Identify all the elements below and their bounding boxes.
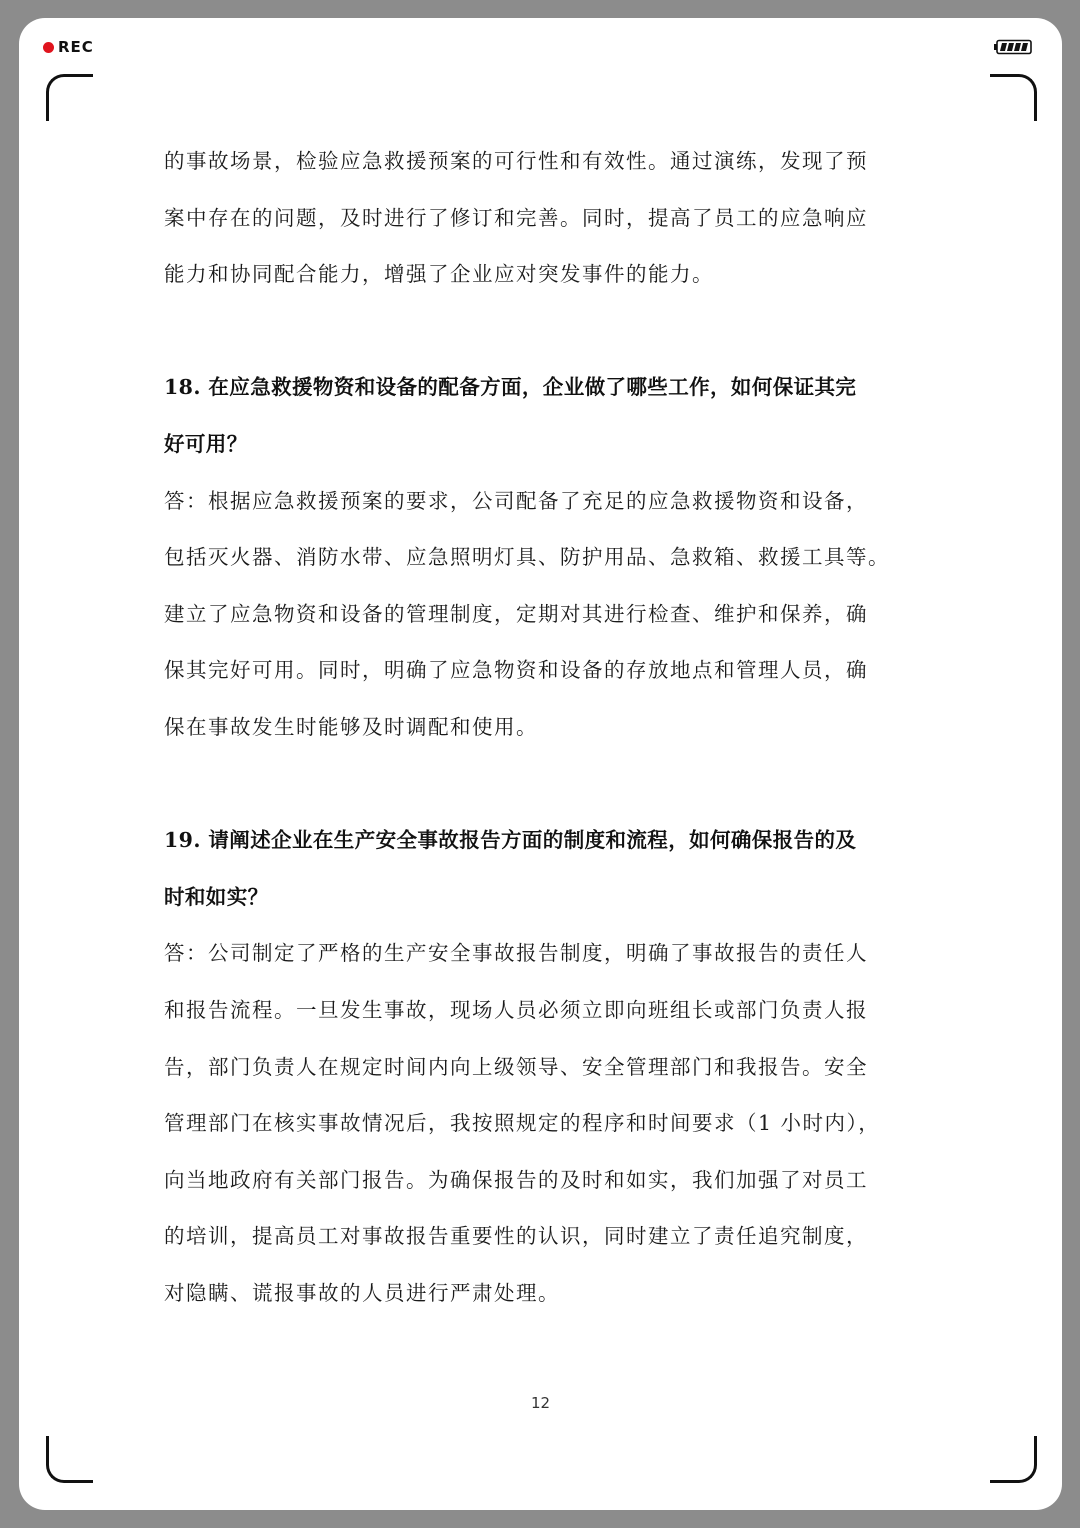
answer-line: 管理部门在核实事故情况后，我按照规定的程序和时间要求（1 小时内）， (164, 1111, 881, 1136)
answer-line: 和报告流程。一旦发生事故，现场人员必须立即向班组长或部门负责人报 (164, 997, 868, 1022)
viewfinder-corner-top-right (990, 74, 1037, 121)
answer-line: 对隐瞒、谎报事故的人员进行严肃处理。 (164, 1280, 560, 1305)
question-heading-19: 19. 请阐述企业在生产安全事故报告方面的制度和流程，如何确保报告的及 (164, 828, 857, 853)
answer-line: 保在事故发生时能够及时调配和使用。 (164, 714, 538, 739)
answer-line: 建立了应急物资和设备的管理制度，定期对其进行检查、维护和保养，确 (164, 601, 868, 626)
page-number: 12 (530, 1394, 551, 1412)
document-page (19, 18, 1062, 1510)
record-dot-icon (43, 42, 54, 53)
answer-line: 答：根据应急救援预案的要求，公司配备了充足的应急救援物资和设备， (164, 488, 868, 513)
answer-line: 告，部门负责人在规定时间内向上级领导、安全管理部门和我报告。安全 (164, 1054, 868, 1079)
answer-line: 保其完好可用。同时，明确了应急物资和设备的存放地点和管理人员，确 (164, 658, 868, 683)
answer-line: 答：公司制定了严格的生产安全事故报告制度，明确了事故报告的责任人 (164, 941, 868, 966)
question-heading-18: 18. 在应急救援物资和设备的配备方面，企业做了哪些工作，如何保证其完 (164, 375, 857, 400)
question-heading-19: 时和如实？ (164, 884, 269, 909)
rec-indicator (43, 38, 94, 56)
viewfinder-corner-top-left (46, 74, 93, 121)
document-body (164, 133, 934, 1321)
viewfinder-corner-bottom-right (990, 1436, 1037, 1483)
answer-line: 向当地政府有关部门报告。为确保报告的及时和如实，我们加强了对员工 (164, 1167, 868, 1192)
battery-full-icon (993, 39, 1033, 55)
viewfinder-corner-bottom-left (46, 1436, 93, 1483)
paragraph-line: 的事故场景，检验应急救援预案的可行性和有效性。通过演练，发现了预 (164, 149, 868, 173)
rec-label: REC (58, 38, 94, 56)
paragraph-line: 案中存在的问题，及时进行了修订和完善。同时，提高了员工的应急响应 (164, 205, 868, 230)
question-heading-18: 好可用？ (164, 431, 248, 456)
answer-line: 包括灭火器、消防水带、应急照明灯具、防护用品、急救箱、救援工具等。 (164, 545, 890, 570)
paragraph-line: 能力和协同配合能力，增强了企业应对突发事件的能力。 (164, 262, 714, 287)
answer-line: 的培训，提高员工对事故报告重要性的认识，同时建立了责任追究制度， (164, 1224, 868, 1249)
